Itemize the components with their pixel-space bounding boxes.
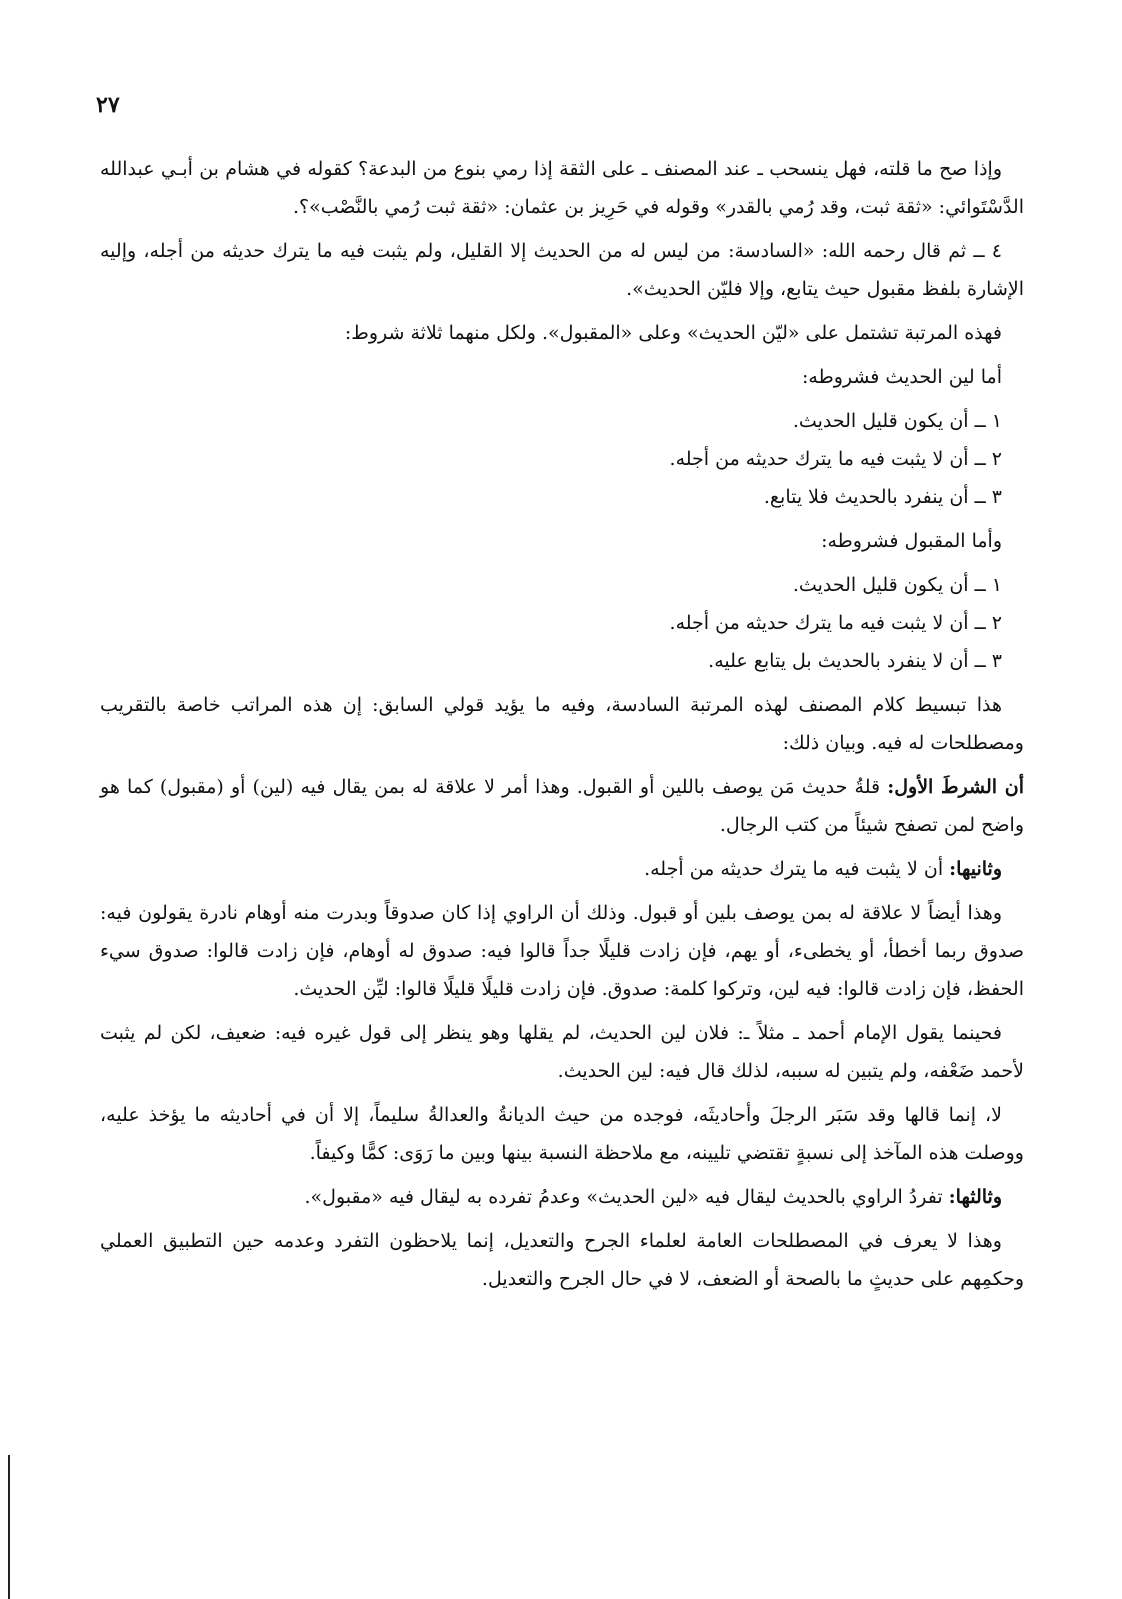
- page-number: ٢٧: [96, 92, 120, 118]
- page-body: [100, 150, 1024, 1304]
- condition-2-label: وثانيها:: [949, 858, 1002, 880]
- list-item: ٣ ــ أن لا ينفرد بالحديث بل يتابع عليه.: [708, 650, 1002, 672]
- list-item: ١ ــ أن يكون قليل الحديث.: [792, 410, 1002, 432]
- condition-1-text: قلةُ حديث مَن يوصف باللين أو القبول. وهذا أمر لا علاقة له بمن يقال فيه (لين) أو (مقبول) كما هو واضح لمن تصفح شيئاً من كتب الرجال.: [100, 776, 1024, 836]
- condition-3-label: وثالثها:: [948, 1186, 1002, 1208]
- paragraph-6: فحينما يقول الإمام أحمد ـ مثلاً ـ: فلان لين الحديث، لم يقلها وهو ينظر إلى قول غيره فيه: ضعيف، لكن لم يثبت لأحمد ضَعْفه، ولم يتبين له سببه، لذلك قال فيه: لين الحديث.: [100, 1022, 1024, 1082]
- paragraph-8: وهذا لا يعرف في المصطلحات العامة لعلماء الجرح والتعديل، إنما يلاحظون التفرد وعدمه حين التطبيق العملي وحكمِهم على حديثٍ ما بالصحة أو الضعف، لا في حال الجرح والتعديل.: [100, 1230, 1024, 1290]
- condition-2-paragraph: [100, 850, 1024, 888]
- paragraph-5: وهذا أيضاً لا علاقة له بمن يوصف بلين أو قبول. وذلك أن الراوي إذا كان صدوقاً وبدرت منه أوهام نادرة يقولون فيه: صدوق ربما أخطأ، أو يخطىء، أو يهم، فإن زادت قليلًا جداً قالوا فيه: صدوق له أوهام، فإن زادت قالوا: صدوق سيء الحفظ، فإن زادت قالوا: فيه لين، وتركوا كلمة: صدوق. فإن زادت قليلًا قليلًا قالوا: ليِّن الحديث.: [100, 902, 1024, 1000]
- condition-1-label: أن الشرطَ الأول:: [887, 776, 1024, 798]
- list-item: ١ ــ أن يكون قليل الحديث.: [792, 574, 1002, 596]
- paragraph-2: ٤ ــ ثم قال رحمه الله: «السادسة: من ليس له من الحديث إلا القليل، ولم يثبت فيه ما يترك حديثه من أجله، وإليه الإشارة بلفظ مقبول حيث يتابع، وإلا فليّن الحديث».: [100, 240, 1024, 300]
- condition-1-paragraph: [100, 768, 1024, 844]
- layyin-conditions-list: [100, 402, 1024, 516]
- paragraph-7: لا، إنما قالها وقد سَبَر الرجلَ وأحاديثَه، فوجده من حيث الديانةُ والعدالةُ سليماً، إلا أن في أحاديثه ما يؤخذ عليه، ووصلت هذه المآخذ إلى نسبةٍ تقتضي تليينه، مع ملاحظة النسبة بينها وبين ما رَوَى: كمًّا وكيفاً.: [100, 1104, 1024, 1164]
- condition-2-text: أن لا يثبت فيه ما يترك حديثه من أجله.: [644, 858, 950, 880]
- list-item: ٢ ــ أن لا يثبت فيه ما يترك حديثه من أجله.: [669, 448, 1002, 470]
- paragraph-3: فهذه المرتبة تشتمل على «ليّن الحديث» وعلى «المقبول». ولكل منهما ثلاثة شروط:: [344, 322, 1002, 344]
- layyin-heading: أما لين الحديث فشروطه:: [801, 366, 1002, 388]
- margin-rule: [8, 1455, 10, 1599]
- condition-3-paragraph: [100, 1178, 1024, 1216]
- list-item: ٢ ــ أن لا يثبت فيه ما يترك حديثه من أجله.: [669, 612, 1002, 634]
- paragraph-4: هذا تبسيط كلام المصنف لهذه المرتبة السادسة، وفيه ما يؤيد قولي السابق: إن هذه المراتب خاصة بالتقريب ومصطلحات له فيه. وبيان ذلك:: [100, 694, 1024, 754]
- condition-3-text: تفردُ الراوي بالحديث ليقال فيه «لين الحديث» وعدمُ تفرده به ليقال فيه «مقبول».: [304, 1186, 949, 1208]
- list-item: ٣ ــ أن ينفرد بالحديث فلا يتابع.: [763, 486, 1002, 508]
- maqbul-heading: وأما المقبول فشروطه:: [821, 530, 1002, 552]
- paragraph-1: وإذا صح ما قلته، فهل ينسحب ـ عند المصنف ـ على الثقة إذا رمي بنوع من البدعة؟ كقوله في هشام بن أبـي عبدالله الدَّسْتَوائي: «ثقة ثبت، وقد رُمي بالقدر» وقوله في حَرِيز بن عثمان: «ثقة ثبت رُمي بالنَّصْب»؟.: [100, 158, 1024, 218]
- maqbul-conditions-list: [100, 566, 1024, 680]
